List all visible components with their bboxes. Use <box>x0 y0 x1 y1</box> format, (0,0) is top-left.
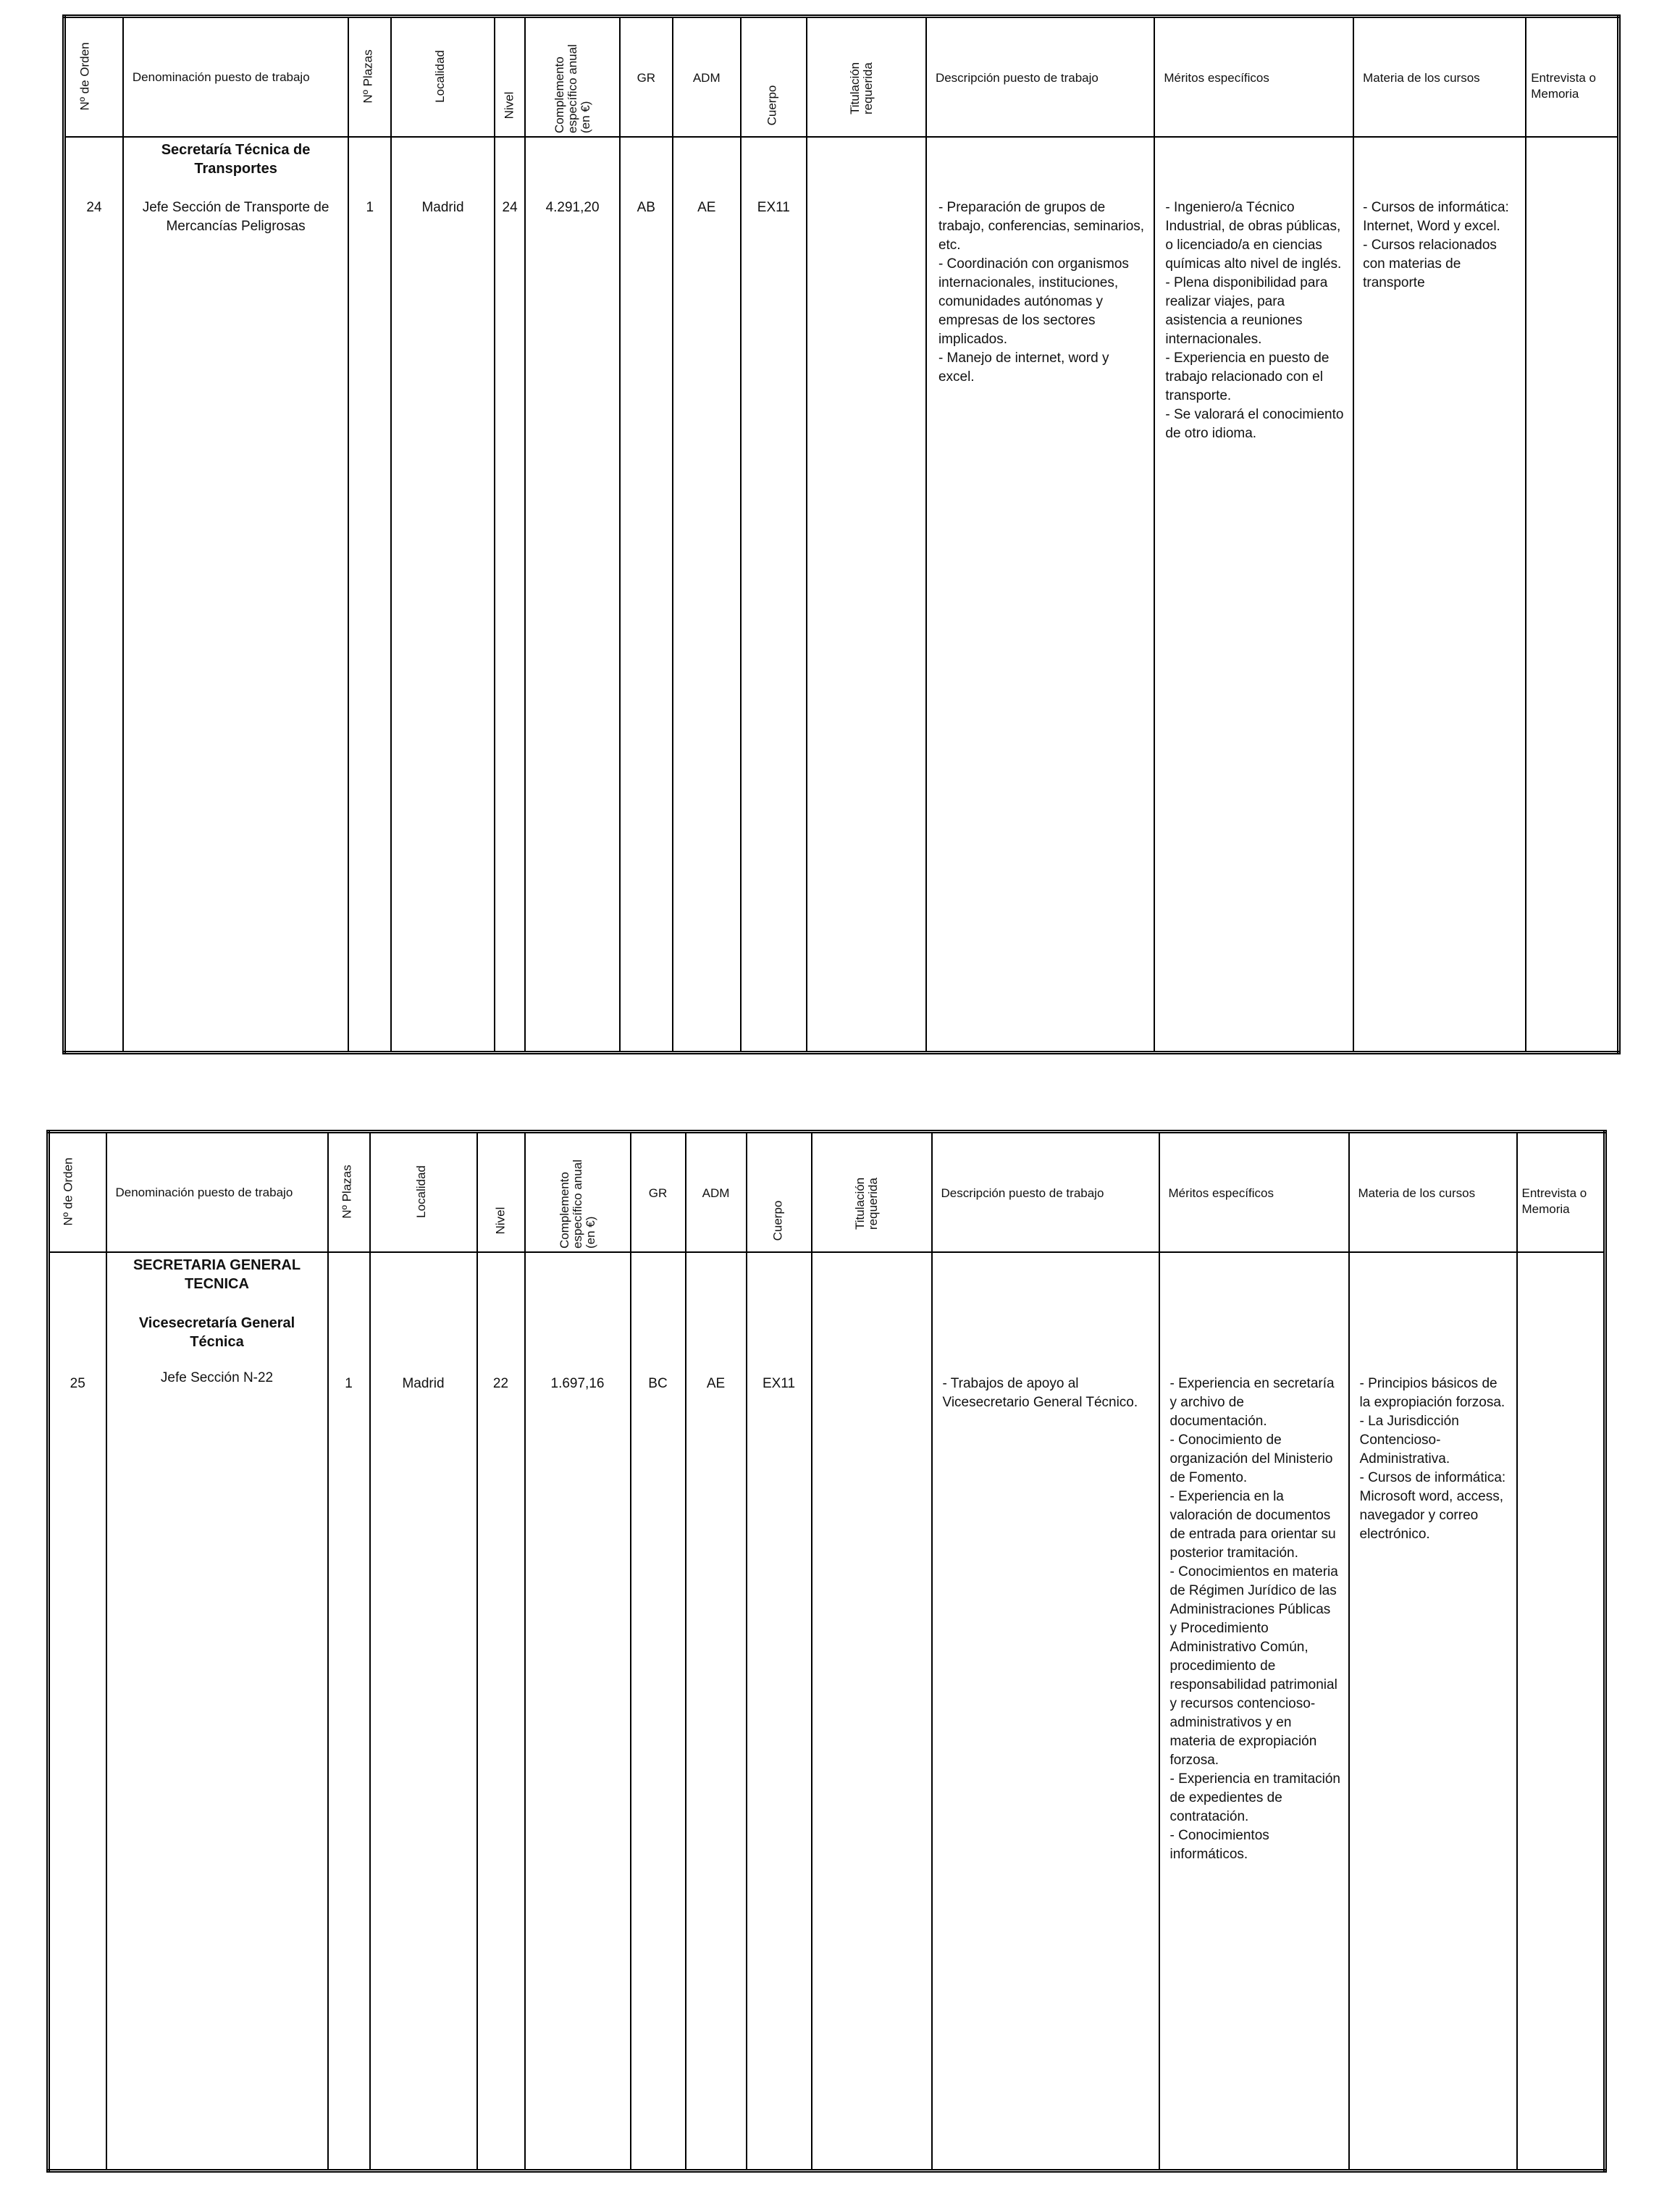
cell-plazas: 1 <box>328 1252 370 2171</box>
cell-nivel: 24 <box>495 137 526 1053</box>
header-descripcion: Descripción puesto de trabajo <box>932 1132 1159 1252</box>
header-gr: GR <box>620 17 673 137</box>
vacancy-table-2 <box>46 1130 1607 2173</box>
header-adm: ADM <box>686 1132 747 1252</box>
cell-entrevista <box>1526 137 1618 1053</box>
cell-cuerpo: EX11 <box>741 137 807 1053</box>
header-adm: ADM <box>673 17 741 137</box>
cell-materia: - Cursos de informática: Internet, Word y excel. - Cursos relacionados con materias de transporte <box>1353 137 1526 1053</box>
header-denominacion: Denominación puesto de trabajo <box>106 1132 328 1252</box>
header-orden: Nº de Orden <box>64 17 123 137</box>
cell-orden: 25 <box>49 1252 106 2171</box>
header-entrevista: Entrevista o Memoria <box>1517 1132 1605 1252</box>
cell-denominacion <box>106 1252 328 2171</box>
cell-gr: BC <box>631 1252 686 2171</box>
cell-complemento: 4.291,20 <box>525 137 619 1053</box>
vacancy-table-1 <box>62 14 1621 1054</box>
table-row <box>49 1252 1605 2171</box>
header-orden: Nº de Orden <box>49 1132 106 1252</box>
header-meritos: Méritos específicos <box>1159 1132 1349 1252</box>
job-title: Jefe Sección de Transporte de Mercancías Peligrosas <box>142 199 329 234</box>
cell-complemento: 1.697,16 <box>525 1252 631 2171</box>
header-localidad: Localidad <box>370 1132 477 1252</box>
cell-adm: AE <box>673 137 741 1053</box>
header-titulacion: Titulación requerida <box>812 1132 932 1252</box>
cell-gr: AB <box>620 137 673 1053</box>
header-complemento: Complemento específico anual (en €) <box>525 1132 631 1252</box>
job-title: Jefe Sección N-22 <box>160 1369 274 1385</box>
header-cuerpo: Cuerpo <box>747 1132 812 1252</box>
section-title: Secretaría Técnica de Transportes <box>161 141 311 177</box>
header-meritos: Méritos específicos <box>1154 17 1353 137</box>
cell-orden: 24 <box>64 137 123 1053</box>
header-complemento: Complemento específico anual (en €) <box>525 17 619 137</box>
header-materia: Materia de los cursos <box>1353 17 1526 137</box>
header-nivel: Nivel <box>477 1132 525 1252</box>
header-localidad: Localidad <box>391 17 494 137</box>
header-denominacion: Denominación puesto de trabajo <box>123 17 348 137</box>
header-row <box>49 1132 1605 1252</box>
cell-cuerpo: EX11 <box>747 1252 812 2171</box>
header-titulacion: Titulación requerida <box>807 17 926 137</box>
cell-descripcion: - Preparación de grupos de trabajo, conferencias, seminarios, etc. - Coordinación con organismos internacionales, instituciones, comunidades autónomas y empresas de los sectores implicados. - Manejo de internet, word y excel. <box>926 137 1154 1053</box>
cell-plazas: 1 <box>348 137 391 1053</box>
header-materia: Materia de los cursos <box>1349 1132 1517 1252</box>
header-descripcion: Descripción puesto de trabajo <box>926 17 1154 137</box>
cell-localidad: Madrid <box>391 137 494 1053</box>
cell-localidad: Madrid <box>370 1252 477 2171</box>
cell-materia: - Principios básicos de la expropiación forzosa. - La Jurisdicción Contencioso-Administrativa. - Cursos de informática: Microsoft word, access, navegador y correo electrónico. <box>1349 1252 1517 2171</box>
section-title: SECRETARIA GENERAL TECNICA <box>133 1256 301 1292</box>
cell-nivel: 22 <box>477 1252 525 2171</box>
cell-titulacion <box>807 137 926 1053</box>
cell-descripcion: - Trabajos de apoyo al Vicesecretario General Técnico. <box>932 1252 1159 2171</box>
cell-entrevista <box>1517 1252 1605 2171</box>
header-gr: GR <box>631 1132 686 1252</box>
subsection-title: Vicesecretaría General Técnica <box>138 1314 295 1350</box>
header-entrevista: Entrevista o Memoria <box>1526 17 1618 137</box>
table-row <box>64 137 1619 1053</box>
header-row <box>64 17 1619 137</box>
header-plazas: Nº Plazas <box>328 1132 370 1252</box>
header-plazas: Nº Plazas <box>348 17 391 137</box>
cell-meritos: - Ingeniero/a Técnico Industrial, de obras públicas, o licenciado/a en ciencias químicas alto nivel de inglés. - Plena disponibilidad para realizar viajes, para asistencia a reuniones internacionales. - Experiencia en puesto de trabajo relacionado con el transporte. - Se valorará el conocimiento de otro idioma. <box>1154 137 1353 1053</box>
header-nivel: Nivel <box>495 17 526 137</box>
header-cuerpo: Cuerpo <box>741 17 807 137</box>
cell-adm: AE <box>686 1252 747 2171</box>
cell-denominacion <box>123 137 348 1053</box>
cell-titulacion <box>812 1252 932 2171</box>
cell-meritos: - Experiencia en secretaría y archivo de documentación. - Conocimiento de organización del Ministerio de Fomento. - Experiencia en la valoración de documentos de entrada para orientar su posterior tramitación. - Conocimientos en materia de Régimen Jurídico de las Administraciones Públicas y Procedimiento Administrativo Común, procedimiento de responsabilidad patrimonial y recursos contencioso-administrativos y en materia de expropiación forzosa. - Experiencia en tramitación de expedientes de contratación. - Conocimientos informáticos. <box>1159 1252 1349 2171</box>
